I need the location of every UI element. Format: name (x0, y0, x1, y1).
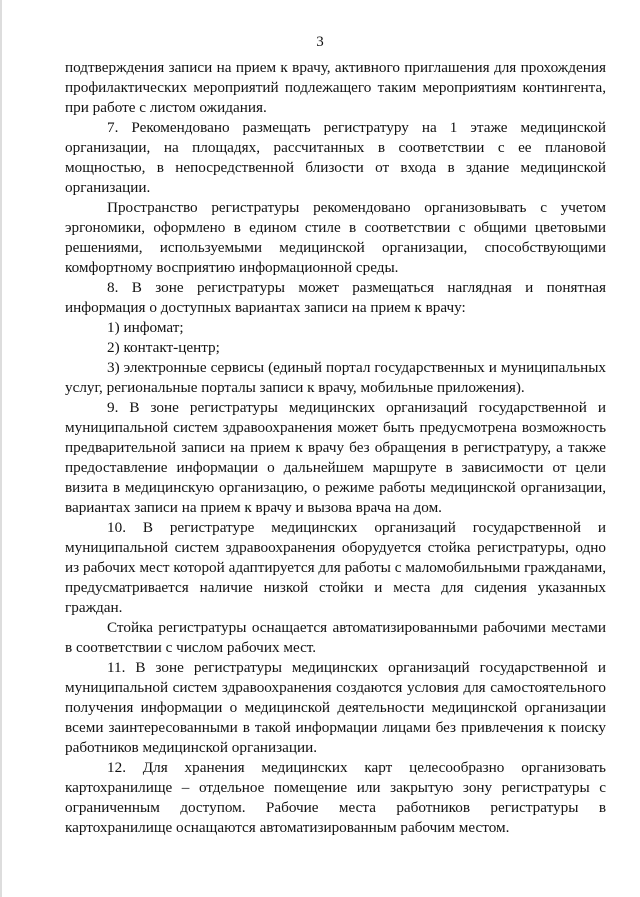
paragraph: Стойка регистратуры оснащается автоматизированными рабочими местами в соответствии с числом рабочих мест. (65, 619, 606, 656)
paragraph: 12. Для хранения медицинских карт целесообразно организовать картохранилище – отдельное помещение или закрытую зону регистратуры с ограниченным доступом. Рабочие места работников регистратуры в картохранилище оснащаются автоматизированным рабочим местом. (65, 759, 606, 836)
list-item: 2) контакт-центр; (107, 339, 220, 356)
page-number: 3 (316, 34, 324, 50)
list-item: 1) инфомат; (107, 319, 184, 336)
paragraph: 8. В зоне регистратуры может размещаться наглядная и понятная информация о доступных вариантах записи на прием к врачу: (65, 279, 606, 316)
paragraph: 7. Рекомендовано размещать регистратуру на 1 этаже медицинской организации, на площадях, рассчитанных в соответствии с ее плановой мощностью, в непосредственной близости от входа в здание медицинской организации. (65, 119, 606, 196)
scan-edge (0, 0, 2, 897)
paragraph: 10. В регистратуре медицинских организаций государственной и муниципальной систем здравоохранения оборудуется стойка регистратуры, одно из рабочих мест которой адаптируется для работы с маломобильными гражданами, предусматривается наличие низкой стойки и места для сидения указанных граждан. (65, 519, 606, 616)
paragraph: 9. В зоне регистратуры медицинских организаций государственной и муниципальной систем здравоохранения может быть предусмотрена возможность предварительной записи на прием к врачу без обращения в регистратуру, а также предоставление информации о дальнейшем маршруте в зависимости от цели визита в медицинскую организацию, о режиме работы медицинской организации, вариантах записи на прием к врачу и вызова врача на дом. (65, 399, 606, 516)
paragraph: подтверждения записи на прием к врачу, активного приглашения для прохождения профилактических мероприятий подлежащего таким мероприятиям контингента, при работе с листом ожидания. (65, 59, 606, 116)
paragraph: Пространство регистратуры рекомендовано организовывать с учетом эргономики, оформлено в едином стиле в соответствии с общими цветовыми решениями, используемыми медицинской организации, способствующими комфортному восприятию информационной среды. (65, 199, 606, 276)
paragraph: 11. В зоне регистратуры медицинских организаций государственной и муниципальной систем здравоохранения создаются условия для самостоятельного получения информации о медицинской деятельности медицинской организации всеми заинтересованными в такой информации лицами без привлечения к поиску работников медицинской организации. (65, 659, 606, 756)
document-body (65, 58, 606, 838)
list-item: 3) электронные сервисы (единый портал государственных и муниципальных услуг, региональные порталы записи к врачу, мобильные приложения). (65, 359, 606, 396)
